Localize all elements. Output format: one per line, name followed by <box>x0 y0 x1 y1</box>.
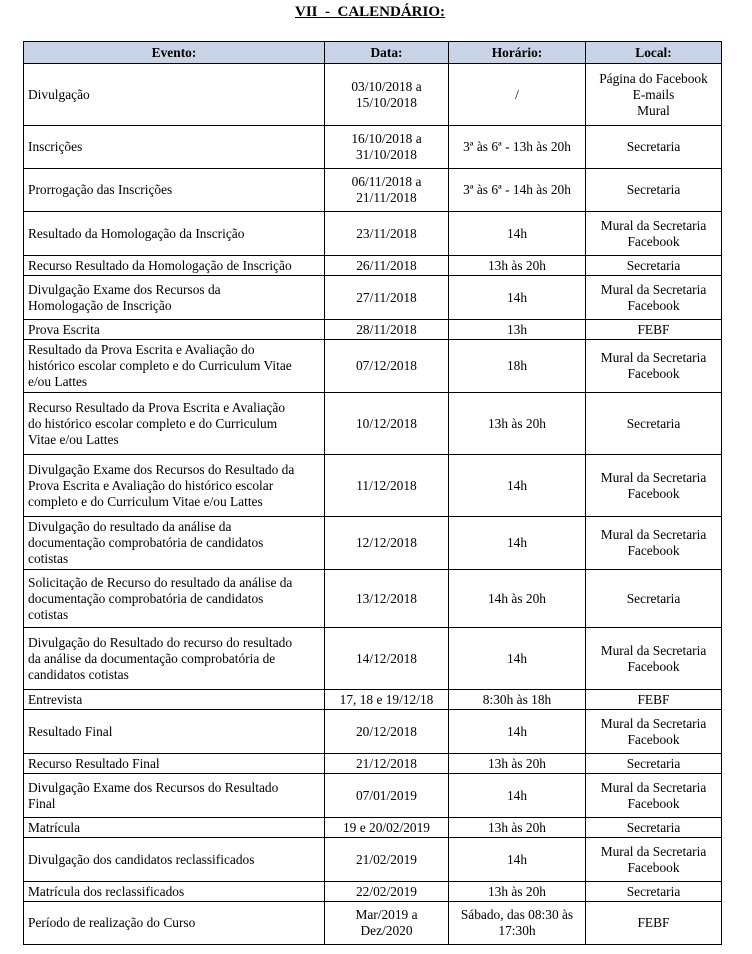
location-cell: Mural da Secretaria Facebook <box>586 517 722 570</box>
time-cell: 14h <box>449 517 586 570</box>
location-cell: Mural da Secretaria Facebook <box>586 340 722 393</box>
event-cell: Matrícula dos reclassificados <box>24 882 325 902</box>
table-row <box>24 754 722 774</box>
date-cell: 26/11/2018 <box>325 256 449 276</box>
event-cell: Divulgação Exame dos Recursos do Resultado da Prova Escrita e Avaliação do histórico escolar completo e do Curriculum Vitae e/ou Lattes <box>24 455 325 517</box>
header-data: Data: <box>325 42 449 64</box>
table-row <box>24 818 722 838</box>
location-cell: Secretaria <box>586 126 722 169</box>
date-cell: 07/12/2018 <box>325 340 449 393</box>
date-cell: 10/12/2018 <box>325 393 449 455</box>
table-row <box>24 882 722 902</box>
location-cell: Secretaria <box>586 169 722 212</box>
time-cell: 14h às 20h <box>449 570 586 628</box>
table-row <box>24 570 722 628</box>
table-row <box>24 126 722 169</box>
time-cell: 3ª às 6ª - 13h às 20h <box>449 126 586 169</box>
table-row <box>24 320 722 340</box>
time-cell: 13h às 20h <box>449 754 586 774</box>
event-cell: Resultado da Homologação da Inscrição <box>24 212 325 256</box>
header-evento: Evento: <box>24 42 325 64</box>
table-row <box>24 710 722 754</box>
event-cell: Matrícula <box>24 818 325 838</box>
section-title: VII - CALENDÁRIO: <box>294 4 445 20</box>
date-cell: 23/11/2018 <box>325 212 449 256</box>
calendar-body <box>24 64 722 945</box>
event-cell: Inscrições <box>24 126 325 169</box>
time-cell: 14h <box>449 455 586 517</box>
time-cell: 14h <box>449 276 586 320</box>
calendar-table <box>23 41 722 945</box>
time-cell: 14h <box>449 838 586 882</box>
event-cell: Recurso Resultado da Homologação de Inscrição <box>24 256 325 276</box>
location-cell: Mural da Secretaria Facebook <box>586 212 722 256</box>
location-cell: Secretaria <box>586 818 722 838</box>
location-cell: Mural da Secretaria Facebook <box>586 628 722 690</box>
event-cell: Prova Escrita <box>24 320 325 340</box>
event-cell: Entrevista <box>24 690 325 710</box>
date-cell: Mar/2019 a Dez/2020 <box>325 902 449 945</box>
time-cell: 13h às 20h <box>449 393 586 455</box>
location-cell: Página do Facebook E-mails Mural <box>586 64 722 126</box>
event-cell: Prorrogação das Inscrições <box>24 169 325 212</box>
table-row <box>24 838 722 882</box>
table-row <box>24 393 722 455</box>
location-cell: Secretaria <box>586 882 722 902</box>
time-cell: 13h às 20h <box>449 818 586 838</box>
location-cell: FEBF <box>586 320 722 340</box>
event-cell: Divulgação do Resultado do recurso do resultado da análise da documentação comprobatória de candidatos cotistas <box>24 628 325 690</box>
event-cell: Divulgação dos candidatos reclassificados <box>24 838 325 882</box>
event-cell: Solicitação de Recurso do resultado da análise da documentação comprobatória de candidatos cotistas <box>24 570 325 628</box>
time-cell: / <box>449 64 586 126</box>
location-cell: Mural da Secretaria Facebook <box>586 455 722 517</box>
time-cell: 13h <box>449 320 586 340</box>
date-cell: 16/10/2018 a 31/10/2018 <box>325 126 449 169</box>
event-cell: Divulgação Exame dos Recursos do Resultado Final <box>24 774 325 818</box>
table-row <box>24 276 722 320</box>
table-row <box>24 256 722 276</box>
event-cell: Recurso Resultado Final <box>24 754 325 774</box>
time-cell: 3ª às 6ª - 14h às 20h <box>449 169 586 212</box>
header-local: Local: <box>586 42 722 64</box>
table-row <box>24 64 722 126</box>
date-cell: 27/11/2018 <box>325 276 449 320</box>
date-cell: 28/11/2018 <box>325 320 449 340</box>
table-row <box>24 517 722 570</box>
location-cell: Secretaria <box>586 570 722 628</box>
location-cell: Mural da Secretaria Facebook <box>586 276 722 320</box>
event-cell: Resultado da Prova Escrita e Avaliação do histórico escolar completo e do Curriculum Vitae e/ou Lattes <box>24 340 325 393</box>
date-cell: 06/11/2018 a 21/11/2018 <box>325 169 449 212</box>
date-cell: 21/02/2019 <box>325 838 449 882</box>
date-cell: 22/02/2019 <box>325 882 449 902</box>
time-cell: 14h <box>449 710 586 754</box>
time-cell: 8:30h às 18h <box>449 690 586 710</box>
table-row <box>24 628 722 690</box>
date-cell: 12/12/2018 <box>325 517 449 570</box>
table-row <box>24 902 722 945</box>
time-cell: 14h <box>449 774 586 818</box>
table-row <box>24 774 722 818</box>
date-cell: 19 e 20/02/2019 <box>325 818 449 838</box>
date-cell: 03/10/2018 a 15/10/2018 <box>325 64 449 126</box>
time-cell: 14h <box>449 628 586 690</box>
location-cell: Mural da Secretaria Facebook <box>586 774 722 818</box>
table-row <box>24 169 722 212</box>
table-row <box>24 212 722 256</box>
event-cell: Recurso Resultado da Prova Escrita e Avaliação do histórico escolar completo e do Curriculum Vitae e/ou Lattes <box>24 393 325 455</box>
date-cell: 21/12/2018 <box>325 754 449 774</box>
event-cell: Divulgação Exame dos Recursos da Homologação de Inscrição <box>24 276 325 320</box>
time-cell: 13h às 20h <box>449 256 586 276</box>
date-cell: 14/12/2018 <box>325 628 449 690</box>
time-cell: 14h <box>449 212 586 256</box>
location-cell: Secretaria <box>586 393 722 455</box>
location-cell: Mural da Secretaria Facebook <box>586 838 722 882</box>
event-cell: Divulgação do resultado da análise da documentação comprobatória de candidatos cotistas <box>24 517 325 570</box>
location-cell: Secretaria <box>586 754 722 774</box>
date-cell: 20/12/2018 <box>325 710 449 754</box>
event-cell: Divulgação <box>24 64 325 126</box>
table-row <box>24 340 722 393</box>
date-cell: 13/12/2018 <box>325 570 449 628</box>
time-cell: 13h às 20h <box>449 882 586 902</box>
table-row <box>24 690 722 710</box>
table-row <box>24 455 722 517</box>
date-cell: 11/12/2018 <box>325 455 449 517</box>
time-cell: Sábado, das 08:30 às 17:30h <box>449 902 586 945</box>
location-cell: Secretaria <box>586 256 722 276</box>
location-cell: FEBF <box>586 902 722 945</box>
time-cell: 18h <box>449 340 586 393</box>
event-cell: Resultado Final <box>24 710 325 754</box>
date-cell: 17, 18 e 19/12/18 <box>325 690 449 710</box>
event-cell: Período de realização do Curso <box>24 902 325 945</box>
header-row <box>24 42 722 64</box>
location-cell: FEBF <box>586 690 722 710</box>
header-horario: Horário: <box>449 42 586 64</box>
date-cell: 07/01/2019 <box>325 774 449 818</box>
location-cell: Mural da Secretaria Facebook <box>586 710 722 754</box>
